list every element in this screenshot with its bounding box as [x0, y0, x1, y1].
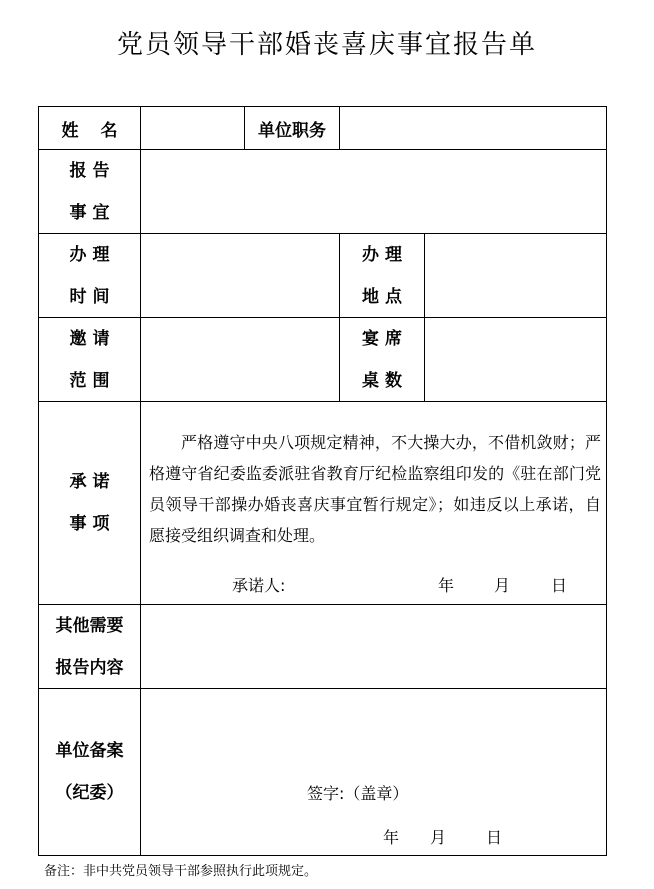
pledge-label: 承 诺 事 项	[69, 472, 110, 534]
pledge-year-label: 年	[438, 576, 455, 595]
report-form	[38, 106, 607, 856]
promisor-label: 承诺人:	[232, 576, 286, 595]
invite-scope-label: 邀 请 范 围	[69, 328, 110, 391]
filing-year-label: 年	[383, 828, 400, 847]
promisor-signature-field[interactable]	[301, 569, 421, 595]
filing-month-label: 月	[430, 828, 447, 847]
handling-time-label: 办 理 时 间	[69, 244, 110, 307]
filing-day-label: 日	[486, 828, 503, 847]
handling-location-field[interactable]	[425, 234, 606, 317]
footnote: 备注：非中共党员领导干部参照执行此项规定。	[44, 864, 318, 879]
other-content-label: 其他需要 报告内容	[55, 615, 124, 678]
name-field[interactable]	[141, 107, 244, 149]
handling-time-field[interactable]	[141, 234, 339, 317]
name-label: 姓 名	[61, 120, 118, 141]
other-content-field[interactable]	[141, 605, 606, 688]
pledge-day-label: 日	[551, 576, 568, 595]
unit-filing-label: 单位备案 （纪委）	[55, 741, 124, 803]
report-matter-label: 报 告 事 宜	[69, 160, 110, 223]
pledge-text: 严格遵守中央八项规定精神，不大操大办，不借机敛财；严格遵守省纪委监委派驻省教育厅纪检监察组印发的《驻在部门党员领导干部操办婚丧喜庆事宜暂行规定》；如违反以上承诺，自愿接受组织调查和处理。	[149, 433, 601, 545]
handling-location-label: 办 理 地 点	[362, 244, 402, 307]
signature-seal-label: 签字:（盖章）	[307, 784, 409, 803]
banquet-tables-field[interactable]	[425, 318, 606, 401]
page-title: 党员领导干部婚丧喜庆事宜报告单	[116, 30, 537, 60]
report-matter-field[interactable]	[141, 150, 606, 233]
unit-position-field[interactable]	[340, 107, 606, 149]
unit-position-label: 单位职务	[258, 120, 326, 141]
banquet-tables-label: 宴 席 桌 数	[362, 328, 402, 391]
pledge-month-label: 月	[494, 576, 511, 595]
invite-scope-field[interactable]	[141, 318, 339, 401]
